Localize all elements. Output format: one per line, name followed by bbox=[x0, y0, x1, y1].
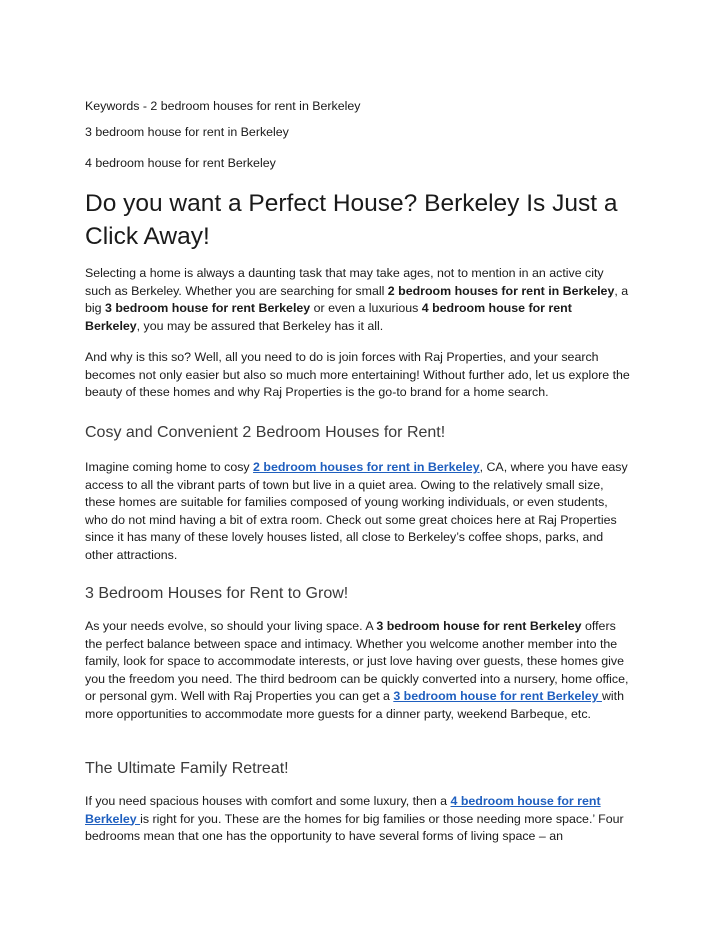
section-heading: 3 Bedroom Houses for Rent to Grow! bbox=[85, 585, 349, 602]
section-bold-keyword: 3 bedroom house for rent Berkeley bbox=[376, 619, 582, 633]
keywords-line: 4 bedroom house for rent Berkeley bbox=[85, 156, 276, 170]
rent-link[interactable]: 4 bedroom house for rent Berkeley bbox=[85, 794, 601, 826]
section-paragraph bbox=[85, 618, 630, 723]
intro-bold-keyword: 4 bedroom house for rent Berkeley bbox=[85, 301, 572, 333]
rent-link[interactable]: 3 bedroom house for rent Berkeley bbox=[393, 689, 602, 703]
section-paragraph bbox=[85, 459, 630, 564]
section-text: , CA, where you have easy access to all the vibrant parts of town but live in a quiet area. Owing to the relatively small size, these homes are suitable for families composed of young working individuals, or even students, who do not mind having a bit of extra room. Check out some great choices here at Raj Properties since it has many of these lovely houses listed, all close to Berkeley’s coffee shops, parks, and other attractions. bbox=[85, 460, 628, 562]
intro-bold-keyword: 3 bedroom house for rent Berkeley bbox=[104, 301, 311, 315]
page-title: Do you want a Perfect House? Berkeley Is Just a Click Away! bbox=[85, 190, 618, 250]
section-heading: Cosy and Convenient 2 Bedroom Houses for Rent! bbox=[85, 424, 446, 441]
section-text: with more opportunities to accommodate more guests for a dinner party, weekend Barbeque, etc. bbox=[85, 689, 624, 721]
intro-text: or even a luxurious bbox=[310, 301, 422, 315]
section-text: If you need spacious houses with comfort and some luxury, then a bbox=[85, 794, 451, 808]
intro-bold-keyword: 2 bedroom houses for rent in Berkeley bbox=[387, 283, 615, 298]
section-text: Imagine coming home to cosy bbox=[85, 460, 254, 474]
intro-text: , a big bbox=[85, 283, 629, 315]
section-text: As your needs evolve, so should your living space. A bbox=[85, 619, 377, 633]
keywords-line: Keywords - 2 bedroom houses for rent in Berkeley bbox=[85, 99, 361, 113]
intro-paragraph bbox=[85, 265, 630, 335]
rent-link[interactable]: 2 bedroom houses for rent in Berkeley bbox=[253, 460, 480, 474]
section-text: is right for you. These are the homes for big families or those needing more space.’ Four bedrooms mean that one has the opportunity to have several forms of living space – an bbox=[85, 811, 624, 843]
intro-text: , you may be assured that Berkeley has it all. bbox=[136, 318, 384, 333]
section-heading: The Ultimate Family Retreat! bbox=[85, 760, 289, 777]
keywords-line: 3 bedroom house for rent in Berkeley bbox=[85, 125, 289, 139]
intro-text: Selecting a home is always a daunting task that may take ages, not to mention in an active city such as Berkeley. Whether you are searching for small bbox=[85, 266, 604, 298]
section-text: offers the perfect balance between space and intimacy. Whether you welcome another member into the family, look for space to accommodate interests, or just love having over guests, these homes give you the freedom you need. The third bedroom can be quickly converted into a nursery, home office, or personal gym. Well with Raj Properties you can get a bbox=[85, 619, 629, 703]
why-paragraph: And why is this so? Well, all you need to do is join forces with Raj Properties, and your search becomes not only easier but also so much more entertaining! Without further ado, let us explore the beauty of these homes and why Raj Properties is the go-to brand for a home search. bbox=[85, 350, 630, 399]
section-paragraph bbox=[85, 793, 630, 846]
